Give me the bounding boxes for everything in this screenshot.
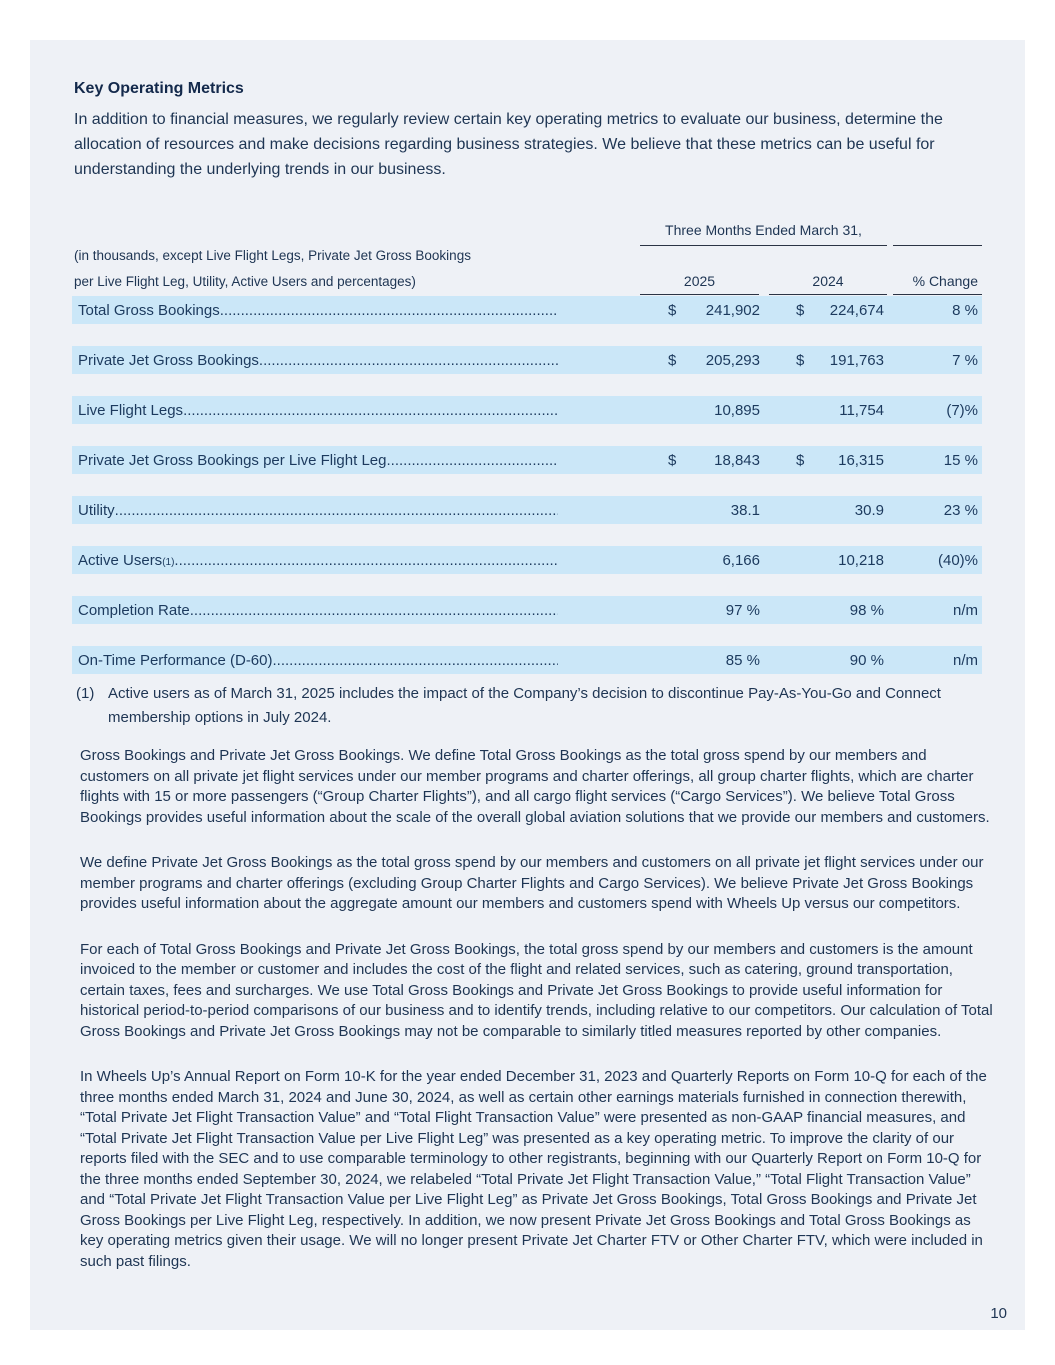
row-label: Active Users (1) ..... — [72, 552, 662, 569]
value-2024: 191,763 — [829, 351, 884, 369]
table-row — [72, 346, 982, 374]
table-row — [72, 496, 982, 524]
row-label: Live Flight Legs ..... — [72, 402, 662, 419]
value-2024: 16,315 — [838, 451, 884, 469]
value-2024-cell — [790, 552, 886, 569]
currency-symbol: $ — [796, 351, 805, 369]
underline-2025 — [640, 294, 759, 295]
currency-symbol: $ — [668, 451, 677, 469]
pct-change-value: n/m — [952, 601, 978, 619]
value-2025: 10,895 — [714, 401, 760, 419]
table-row — [72, 646, 982, 674]
value-2025-cell — [662, 452, 762, 469]
table-row — [72, 296, 982, 324]
dot-leader — [190, 602, 558, 619]
value-2025: 6,166 — [722, 551, 760, 569]
dot-leader — [386, 452, 558, 469]
body-paragraph: We define Private Jet Gross Bookings as the total gross spend by our members and customers on all private jet flight services under our member programs and charter offerings (excluding Group Charter Flights and Cargo Services). We believe Private Jet Gross Bookings provides useful information about the aggregate amount our members and customers spend with Wheels Up versus our competitors. — [80, 854, 984, 912]
footnote-text: Active users as of March 31, 2025 includes the impact of the Company’s decision to discontinue Pay-As-You-Go and Connect membership options in July 2024. — [108, 685, 941, 726]
key-operating-metrics-table — [72, 221, 982, 674]
value-2024: 90 % — [849, 651, 884, 669]
value-2024-cell — [790, 502, 886, 519]
table-note-line2: per Live Flight Leg, Utility, Active Users and percentages) — [74, 274, 416, 289]
pct-change-value: 15 % — [943, 451, 978, 469]
value-2025-cell — [662, 502, 762, 519]
pct-change-value: (7)% — [946, 401, 978, 419]
value-2025-cell — [662, 552, 762, 569]
value-2024-cell — [790, 402, 886, 419]
body-paragraphs — [30, 746, 1025, 1272]
row-label: On-Time Performance (D-60) ..... — [72, 652, 662, 669]
table-row — [72, 396, 982, 424]
page-title: Key Operating Metrics — [74, 80, 244, 97]
column-header-2025: 2025 — [683, 273, 716, 289]
value-2024-cell — [790, 452, 886, 469]
value-2024: 98 % — [849, 601, 884, 619]
value-2024: 11,754 — [839, 401, 884, 419]
currency-symbol: $ — [796, 451, 805, 469]
period-underline — [640, 245, 887, 246]
value-2024-cell — [790, 352, 886, 369]
value-2025-cell — [662, 602, 762, 619]
value-2025-cell — [662, 402, 762, 419]
page-number: 10 — [990, 1305, 1007, 1322]
column-header-2024: 2024 — [812, 273, 844, 289]
body-paragraph: Gross Bookings and Private Jet Gross Bookings. We define Total Gross Bookings as the total gross spend by our members and customers on all private jet flight services under our member programs and charter offerings, all group charter flights, which are charter flights with 15 or more passengers (“Group Charter Flights”), and all cargo flight services (“Cargo Services”). We believe Total Gross Bookings provides useful information about the scale of the overall global aviation solutions that we provide our members and customers. — [80, 747, 990, 826]
table-body — [72, 296, 982, 674]
pct-change-value: 7 % — [952, 351, 978, 369]
value-2024-cell — [790, 302, 886, 319]
dot-leader — [174, 552, 558, 569]
underline-2024 — [769, 294, 887, 295]
pct-change-value: n/m — [952, 651, 978, 669]
dot-leader — [115, 502, 558, 519]
document-page — [30, 40, 1025, 1330]
dot-leader — [183, 402, 558, 419]
currency-symbol: $ — [668, 351, 677, 369]
body-paragraph: In Wheels Up’s Annual Report on Form 10-K for the year ended December 31, 2023 and Quarterly Reports on Form 10-Q for each of the three months ended March 31, 2024 and June 30, 2024, as well as certain other earnings materials furnished in connection therewith, “Total Private Jet Flight Transaction Value” and “Total Flight Transaction Value” were presented as non-GAAP financial measures, and “Total Private Jet Flight Transaction Value per Live Flight Leg” was presented as a key operating metric. To improve the clarity of our reports filed with the SEC and to use comparable terminology to other registrants, beginning with our Quarterly Report on Form 10-Q for the three months ended September 30, 2024, we relabeled “Total Private Jet Flight Transaction Value,” “Total Flight Transaction Value” and “Total Private Jet Flight Transaction Value per Live Flight Leg” as Private Jet Gross Bookings, Total Gross Bookings and Private Jet Gross Bookings per Live Flight Leg, respectively. In addition, we now present Private Jet Gross Bookings and Total Gross Bookings as key operating metrics given their usage. We will no longer present Private Jet Charter FTV or Other Charter FTV, which were included in such past filings. — [80, 1068, 987, 1270]
table-row — [72, 546, 982, 574]
row-label: Completion Rate ..... — [72, 602, 662, 619]
dot-leader — [220, 302, 558, 319]
value-2025: 85 % — [725, 651, 760, 669]
value-2025: 241,902 — [705, 301, 760, 319]
footnote — [76, 682, 995, 730]
value-2024-cell — [790, 602, 886, 619]
value-2025: 205,293 — [705, 351, 760, 369]
pct-change-value: 23 % — [943, 501, 978, 519]
dot-leader — [273, 652, 559, 669]
value-2024: 30.9 — [854, 501, 884, 519]
table-header — [72, 221, 982, 296]
row-label: Utility ..... — [72, 502, 662, 519]
value-2025: 38.1 — [730, 501, 760, 519]
period-header: Three Months Ended March 31, — [665, 222, 862, 238]
row-label: Private Jet Gross Bookings per Live Flight Leg ..... — [72, 452, 662, 469]
pct-change-value: (40)% — [937, 551, 978, 569]
currency-symbol: $ — [796, 301, 805, 319]
table-row — [72, 596, 982, 624]
footnote-marker: (1) — [76, 685, 95, 702]
table-note-line1: (in thousands, except Live Flight Legs, Private Jet Gross Bookings — [74, 248, 471, 263]
value-2025: 97 % — [725, 601, 760, 619]
value-2025-cell — [662, 352, 762, 369]
intro-paragraph: In addition to financial measures, we regularly review certain key operating metrics to evaluate our business, determine the allocation of resources and make decisions regarding business strategies. We believe that these metrics can be useful for understanding the underlying trends in our business. — [74, 111, 943, 178]
underline-pct-change — [893, 294, 982, 295]
row-label: Private Jet Gross Bookings ..... — [72, 352, 662, 369]
table-row — [72, 446, 982, 474]
dot-leader — [259, 352, 558, 369]
value-2024: 10,218 — [838, 551, 884, 569]
pct-change-top-rule — [893, 245, 982, 246]
value-2025-cell — [662, 302, 762, 319]
pct-change-value: 8 % — [952, 301, 978, 319]
column-header-pct-change: % Change — [912, 273, 978, 289]
body-paragraph: For each of Total Gross Bookings and Private Jet Gross Bookings, the total gross spend by our members and customers is the amount invoiced to the member or customer and includes the cost of the flight and related services, such as catering, ground transportation, certain taxes, fees and surcharges. We use Total Gross Bookings and Private Jet Gross Bookings to provide useful information for historical period-to-period comparisons of our business and to identify trends, including relative to our competitors. Our calculation of Total Gross Bookings and Private Jet Gross Bookings may not be comparable to similarly titled measures reported by other companies. — [80, 940, 993, 1040]
value-2025: 18,843 — [714, 451, 760, 469]
currency-symbol: $ — [668, 301, 677, 319]
value-2024: 224,674 — [829, 301, 884, 319]
value-2024-cell — [790, 652, 886, 669]
value-2025-cell — [662, 652, 762, 669]
row-label: Total Gross Bookings ..... — [72, 302, 662, 319]
